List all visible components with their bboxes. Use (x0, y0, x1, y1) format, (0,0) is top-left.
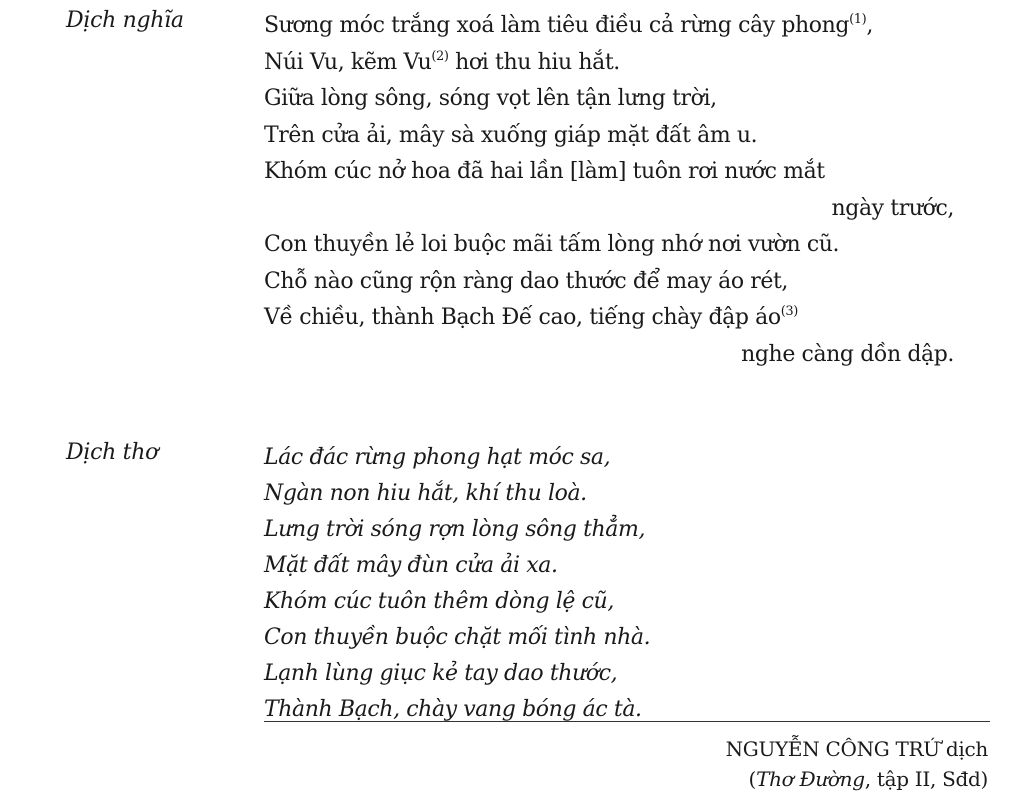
literal-line-6: Con thuyền lẻ loi buộc mãi tấm lòng nhớ nơi vườn cũ. (264, 232, 840, 257)
verse-line-5: Khóm cúc tuôn thêm dòng lệ cũ, (264, 589, 614, 614)
literal-line-8: Về chiều, thành Bạch Đế cao, tiếng chày đập $áo^{(3)}$ (264, 304, 798, 330)
literal-line-5: Khóm cúc nở hoa đã hai lần [làm] tuôn rơi nước mắt (264, 159, 825, 184)
source-title: Thơ Đường (756, 767, 865, 791)
footnote-ref: (1) (849, 12, 867, 27)
translator-name: NGUYỄN CÔNG TRỨ dịch (725, 737, 988, 761)
footnote-ref: (3) (780, 304, 798, 319)
verse-translation-block (264, 440, 954, 728)
literal-line-8-cont: nghe càng dồn dập. (741, 341, 954, 367)
verse-line-2: Ngàn non hiu hắt, khí thu loà. (264, 481, 587, 506)
translator-credit (726, 734, 988, 794)
source-citation: (Thơ Đường, tập II, Sđd) (748, 767, 988, 791)
footnote-ref: (2) (431, 48, 449, 64)
verse-line-4: Mặt đất mây đùn cửa ải xa. (264, 553, 558, 578)
literal-line-7: Chỗ nào cũng rộn ràng dao thước để may áo rét, (264, 268, 789, 294)
section-label-literal: Dịch nghĩa (66, 8, 184, 33)
literal-translation-block (264, 8, 954, 373)
literal-line-4: Trên cửa ải, mây sà xuống giáp mặt đất âm u. (264, 122, 758, 148)
verse-line-3: Lưng trời sóng rợn lòng sông thẳm, (264, 517, 646, 542)
verse-line-8: Thành Bạch, chày vang bóng ác tà. (264, 697, 642, 722)
divider-rule (264, 721, 990, 722)
literal-line-3: Giữa lòng sông, sóng vọt lên tận lưng trời, (264, 86, 717, 111)
literal-line-1: Sương móc trắng xoá làm tiêu điều cả rừng cây phong$^{(1)}$, (264, 12, 873, 38)
section-label-verse: Dịch thơ (66, 440, 159, 465)
verse-line-6: Con thuyền buộc chặt mối tình nhà. (264, 625, 651, 650)
verse-line-7: Lạnh lùng giục kẻ tay dao thước, (264, 661, 618, 686)
literal-line-2: Núi Vu, kẽm Vu$^{(2)}$ hơi thu hiu hắt. (264, 48, 620, 75)
verse-line-1: Lác đác rừng phong hạt móc sa, (264, 445, 611, 470)
literal-line-5-cont: ngày trước, (831, 195, 954, 221)
